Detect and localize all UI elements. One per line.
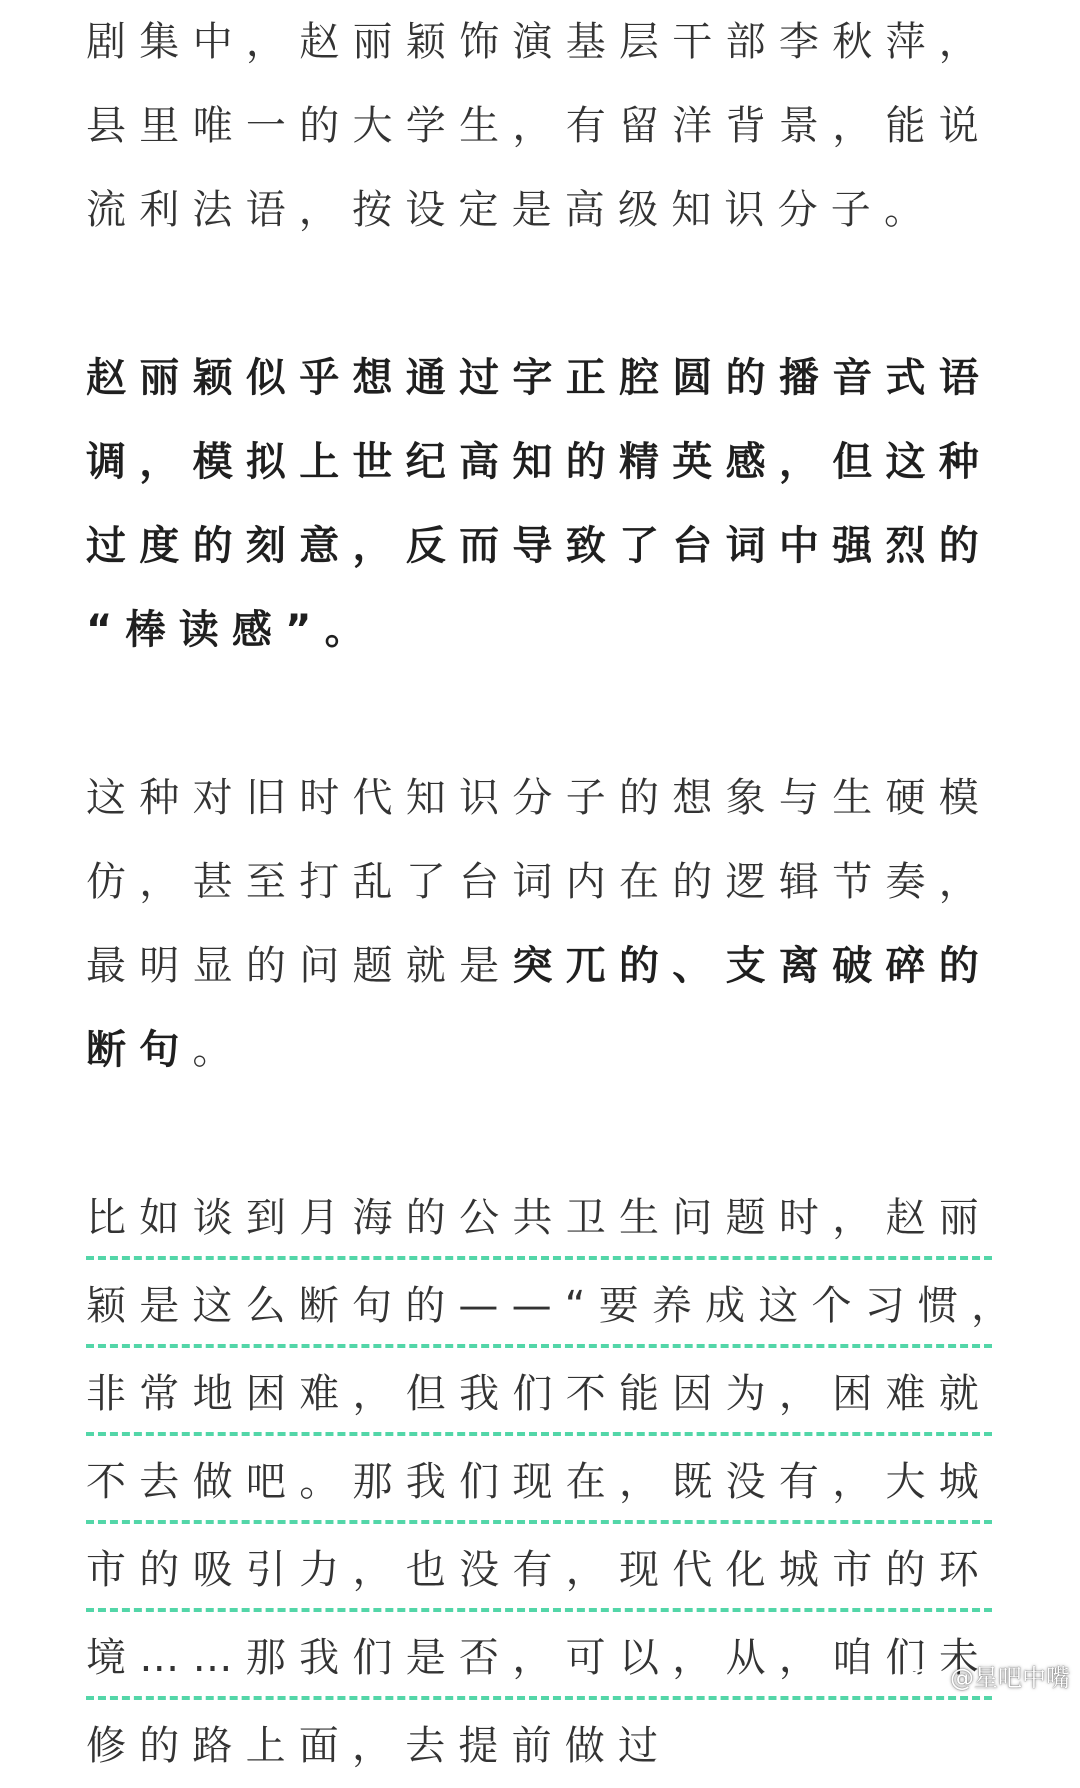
paragraph-line: 仿，甚至打乱了台词内在的逻辑节奏， xyxy=(86,859,992,905)
paragraph-1 xyxy=(86,0,992,252)
paragraph-3 xyxy=(86,756,992,1092)
quote-line: 市的吸引力，也没有，现代化城市的环 xyxy=(86,1528,992,1612)
paragraph-line: 县里唯一的大学生，有留洋背景，能说 xyxy=(86,103,992,149)
quote-line: 修的路上面，去提前做过 xyxy=(86,1723,672,1769)
bold-text: 突兀的、支离破碎的 xyxy=(512,943,992,989)
quote-line: 境……那我们是否，可以，从，咱们未 xyxy=(86,1616,992,1700)
paragraph-line: “棒读感”。 xyxy=(86,607,378,653)
normal-text: 。 xyxy=(192,1027,246,1073)
quote-line: 比如谈到月海的公共卫生问题时，赵丽 xyxy=(86,1176,992,1260)
quote-line: 颖是这么断句的——“要养成这个习惯， xyxy=(86,1264,992,1348)
paragraph-2-bold xyxy=(86,336,992,672)
quote-line: 不去做吧。那我们现在，既没有，大城 xyxy=(86,1440,992,1524)
normal-text: 最明显的问题就是 xyxy=(86,943,513,989)
paragraph-line-mixed xyxy=(86,924,992,1008)
paragraph-line: 调，模拟上世纪高知的精英感，但这种 xyxy=(86,439,992,485)
paragraph-line: 剧集中，赵丽颖饰演基层干部李秋萍， xyxy=(86,19,992,65)
watermark xyxy=(910,1658,1070,1693)
paragraph-line-mixed xyxy=(86,1008,992,1092)
bold-text: 断句 xyxy=(86,1027,193,1073)
paragraph-line: 过度的刻意，反而导致了台词中强烈的 xyxy=(86,523,992,569)
paragraph-line: 这种对旧时代知识分子的想象与生硬模 xyxy=(86,775,992,821)
watermark-text: @星吧中嘴 xyxy=(950,1664,1070,1692)
quote-line: 非常地困难，但我们不能因为，困难就 xyxy=(86,1352,992,1436)
weibo-icon xyxy=(910,1662,944,1690)
paragraph-line: 流利法语，按设定是高级知识分子。 xyxy=(86,187,938,233)
paragraph-line: 赵丽颖似乎想通过字正腔圆的播音式语 xyxy=(86,355,992,401)
